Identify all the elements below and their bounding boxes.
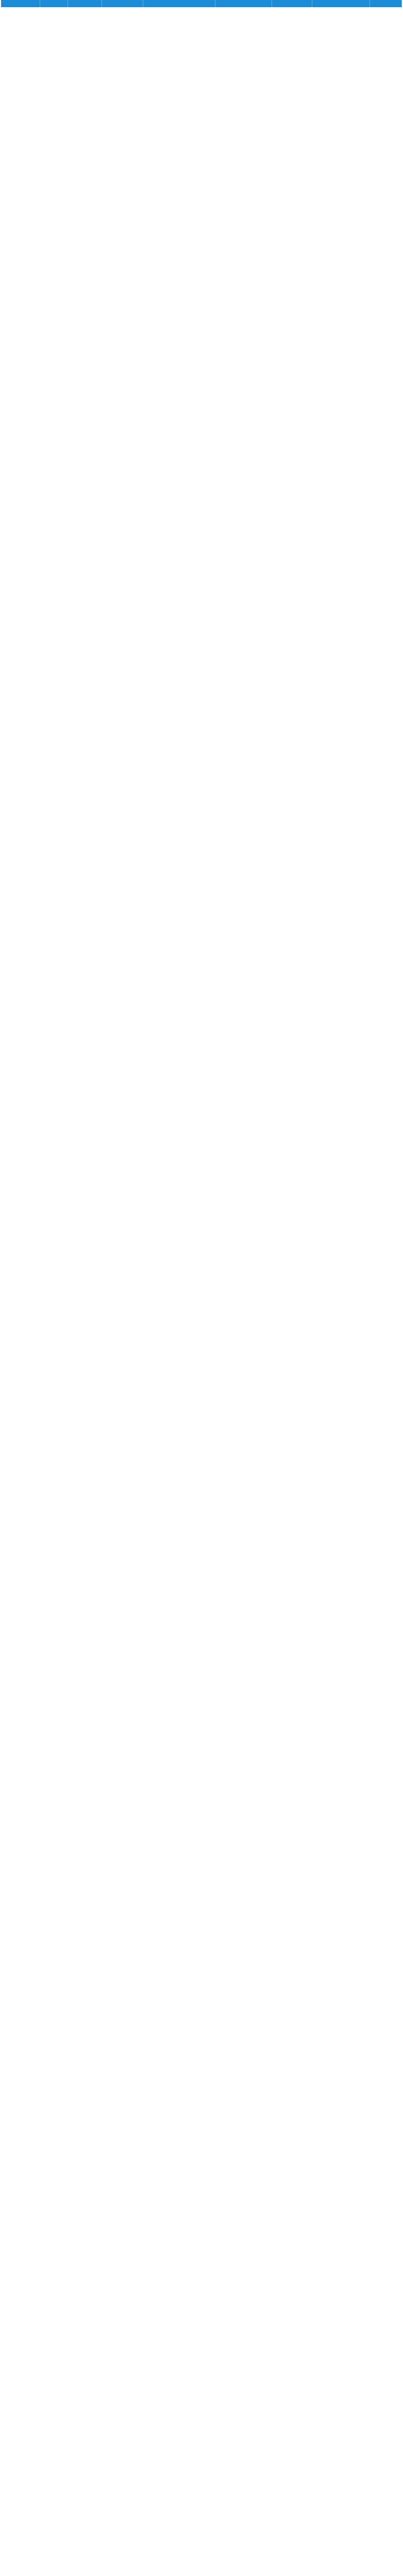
header-cell-brand — [1, 0, 40, 7]
header-cell-version — [102, 0, 143, 7]
header-cell-model — [40, 0, 68, 7]
header-cell-date — [143, 0, 215, 7]
header-cell-image — [68, 0, 102, 7]
header-cell-link — [370, 0, 402, 7]
header-cell-value — [272, 0, 312, 7]
table-header — [1, 0, 402, 7]
header-cell-info — [312, 0, 370, 7]
header-cell-code — [215, 0, 272, 7]
vehicle-table — [1, 0, 402, 2576]
